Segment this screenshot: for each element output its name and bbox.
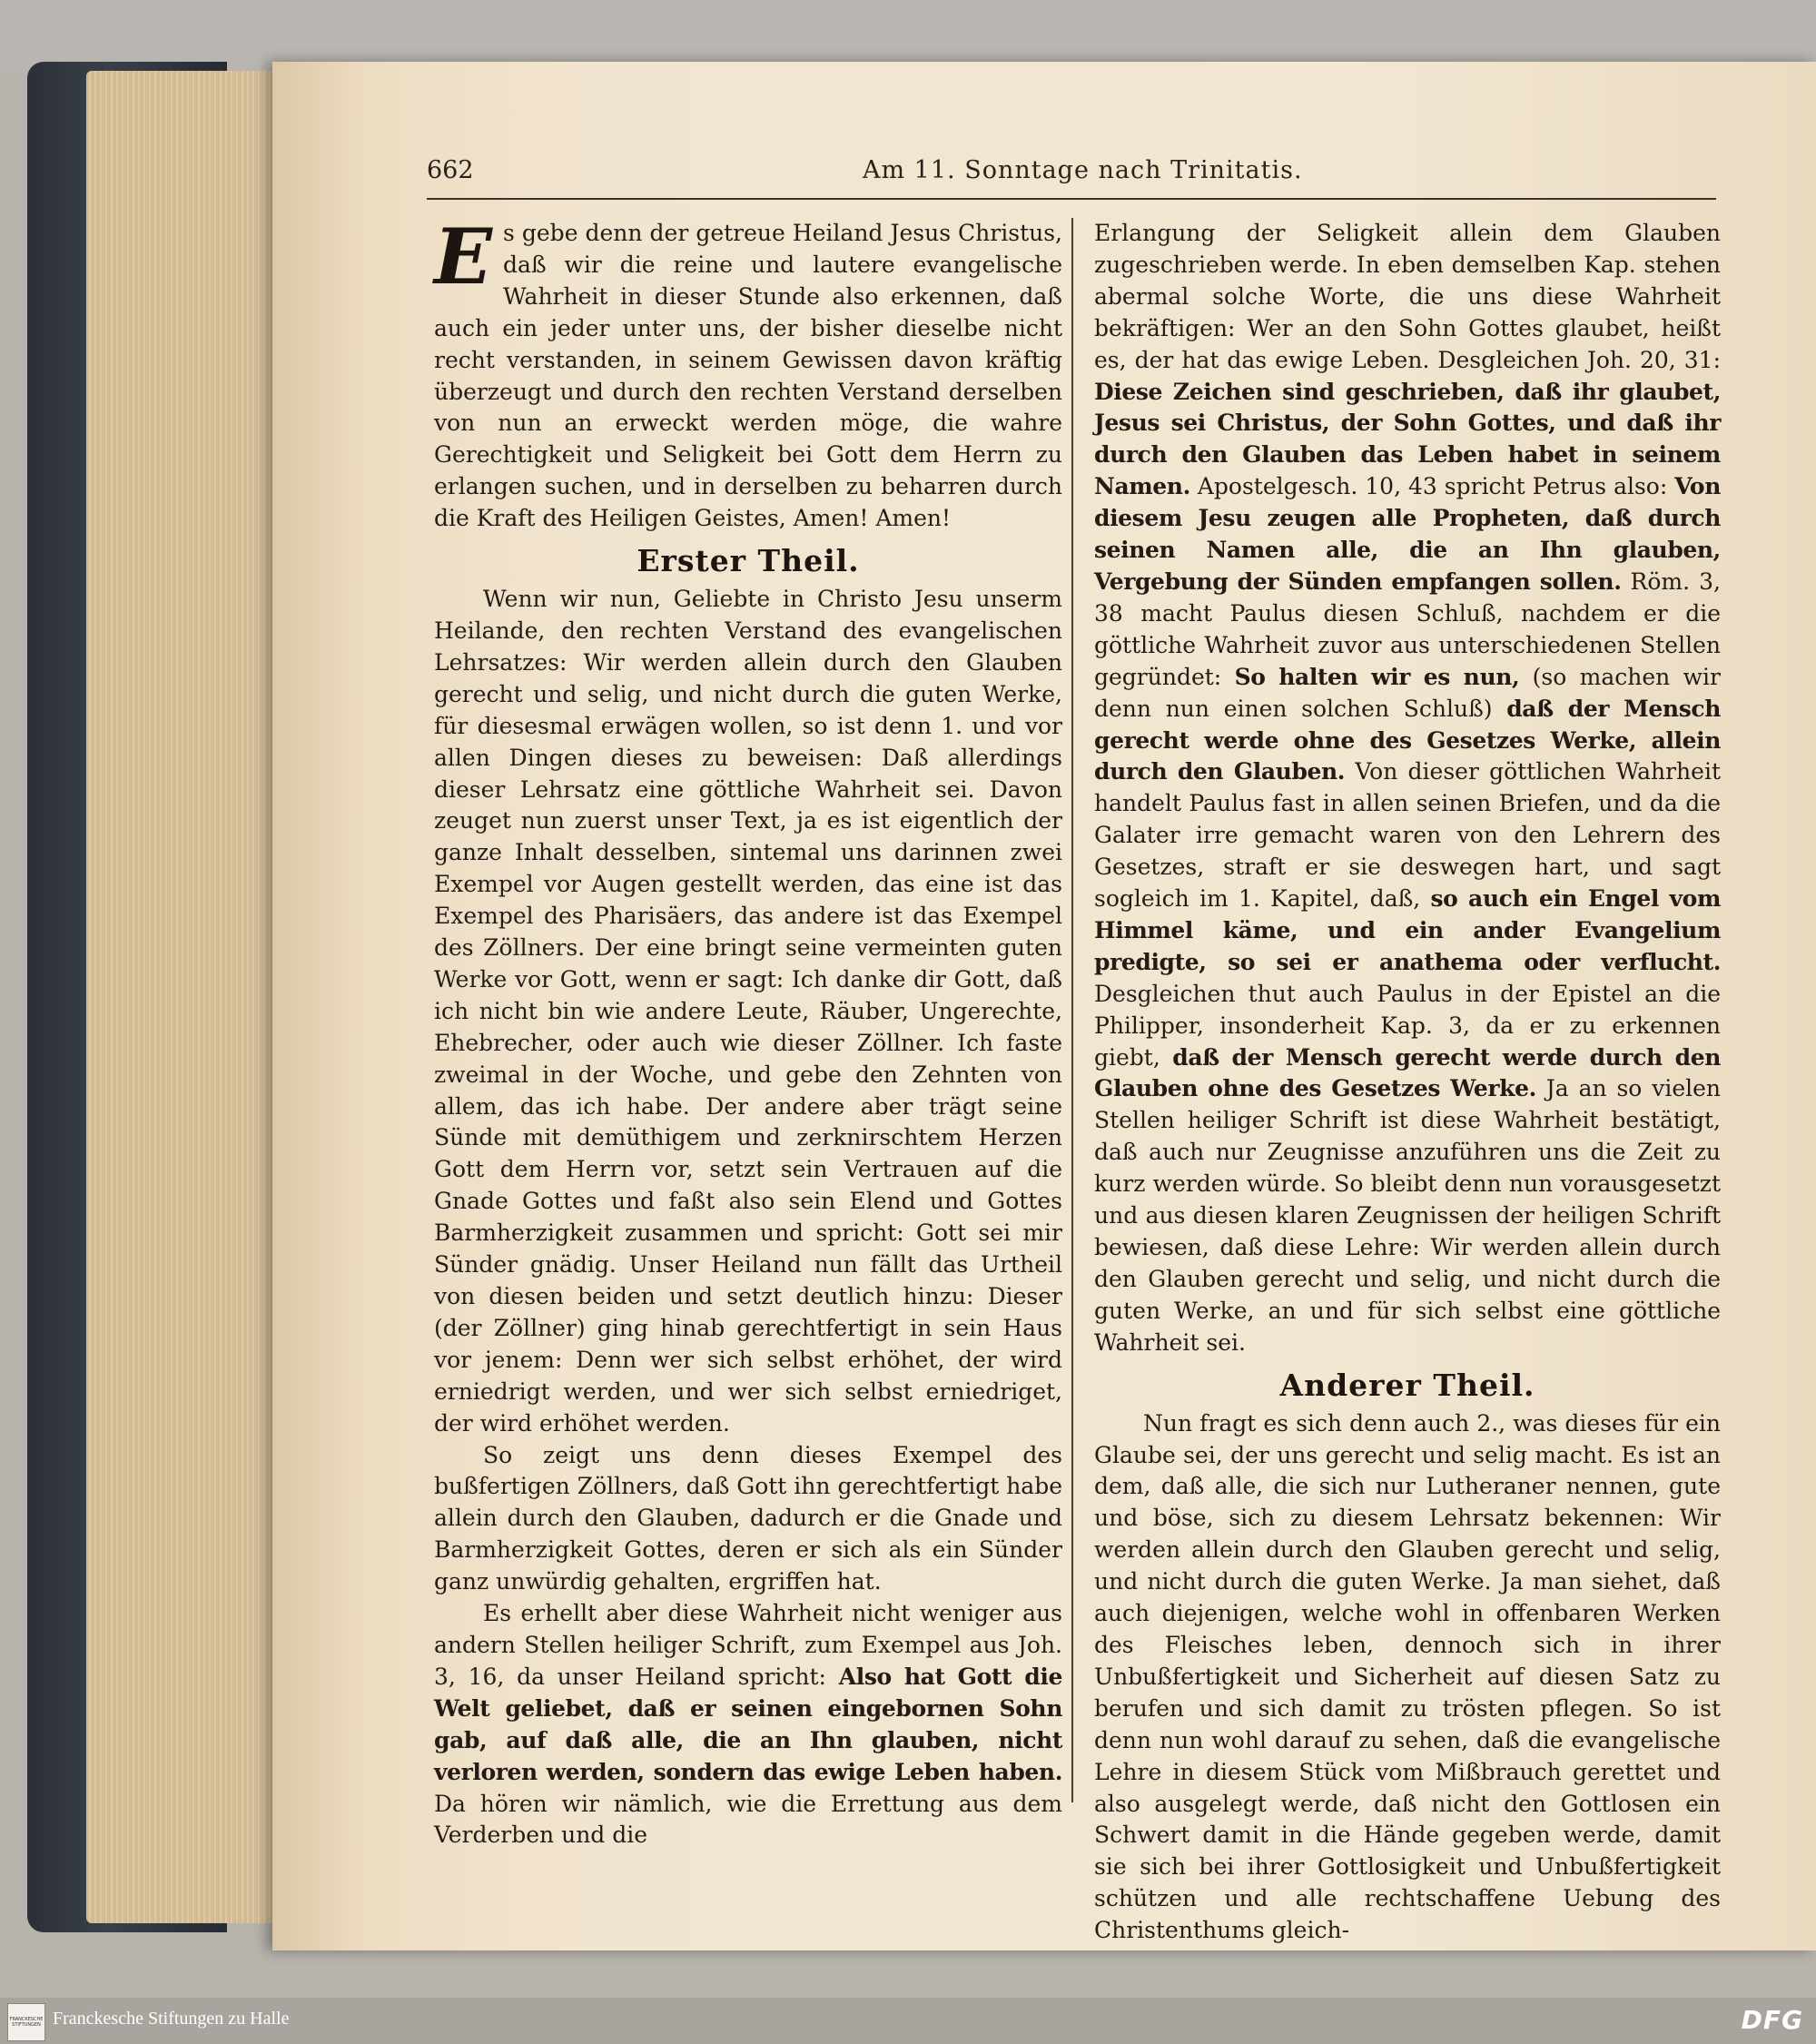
intro-paragraph <box>434 212 1062 535</box>
bible-quote-philipper-3: daß der Mensch gerecht werde durch den Glauben ohne des Gesetzes Werke. <box>1094 1043 1721 1102</box>
footer-bar <box>0 1998 1816 2044</box>
bible-quote-apg-10-43: Von diesem Jesu zeugen alle Propheten, daß durch seinen Namen alle, die an Ihn glauben, Vergebung der Sünden empfangen sollen. <box>1094 473 1721 595</box>
header-rule <box>427 198 1716 200</box>
text-segment: (so machen wir denn nun einen solchen Schluß) <box>1094 663 1721 722</box>
bible-quote-joh-3-16: Also hat Gott die Welt geliebet, daß er seinen eingebornen Sohn gab, auf daß alle, die an Ihn glauben, nicht verloren werden, sondern das ewige Leben haben. <box>434 1663 1062 1785</box>
page-edges <box>86 71 281 1923</box>
column-divider <box>1071 218 1073 1802</box>
institution-name: Franckesche Stiftungen zu Halle <box>53 2009 290 2029</box>
text-segment: Apostelgesch. 10, 43 spricht Petrus also: <box>1189 473 1675 500</box>
section-heading-erster-theil: Erster Theil. <box>637 543 860 579</box>
bible-quote-galater-1: so auch ein Engel vom Himmel käme, und ein ander Evangelium predigte, so sei er anathema oder verflucht. <box>1094 885 1721 975</box>
right-column <box>1094 218 1721 1947</box>
drop-cap: E <box>434 212 493 301</box>
page-number: 662 <box>427 156 474 184</box>
text-segment: Desgleichen thut auch Paulus in der Epistel an die Philipper, insonderheit Kap. 3, da er zu erkennen giebt, <box>1094 980 1721 1071</box>
left-column <box>434 212 1062 1851</box>
paragraph-3-start: Es erhellt aber diese Wahrheit nicht weniger aus andern Stellen heiliger Schrift, zum Exempel aus Joh. 3, 16, da unser Heiland spricht: <box>434 1600 1062 1690</box>
paragraph-1: Wenn wir nun, Geliebte in Christo Jesu unserm Heilande, den rechten Verstand des evangelischen Lehrsatzes: Wir werden allein durch den Glauben gerecht und selig, und nicht durch die guten Werke, für diesesmal erwägen wollen, so ist denn 1. und vor allen Dingen dieses zu beweisen: Daß allerdings dieser Lehrsatz eine göttliche Wahrheit sei. Davon zeuget nun zuerst unser Text, ja es ist eigentlich der ganze Inhalt desselben, sintemal uns darinnen zwei Exempel vor Augen gestellt werden, das eine ist das Exempel des Pharisäers, das andere ist das Exempel des Zöllners. Der eine bringt seine vermeinten guten Werke vor Gott, wenn er sagt: Ich danke dir Gott, daß ich nicht bin wie andere Leute, Räuber, Ungerechte, Ehebrecher, oder auch wie dieser Zöllner. Ich faste zweimal in der Woche, und gebe den Zehnten von allem, das ich habe. Der andere aber trägt seine Sünde mit demüthigem und zerknirschtem Herzen Gott dem Herrn vor, setzt sein Vertrauen auf die Gnade Gottes und faßt also sein Elend und Gottes Barmherzigkeit zusammen und spricht: Gott sei mir Sünder gnädig. Unser Heiland nun fällt das Urtheil von diesen beiden und setzt deutlich hinzu: Dieser (der Zöllner) ging hinab gerechtfertigt in sein Haus vor jenem: Denn wer sich selbst erhöhet, der wird erniedrigt werden, und wer sich selbst erniedriget, der wird erhöhet werden. <box>434 586 1062 1437</box>
text-segment: Erlangung der Seligkeit allein dem Glauben zugeschrieben werde. In eben demselben Kap. stehen abermal solche Worte, die uns diese Wahrheit bekräftigen: Wer an den Sohn Gottes glaubet, heißt es, der hat das ewige Leben. Desgleichen Joh. 20, 31: <box>1094 220 1721 373</box>
paragraph-anderer-theil: Nun fragt es sich denn auch 2., was dieses für ein Glaube sei, der uns gerecht und selig macht. Es ist an dem, daß alle, die sich nur Lutheraner nennen, gute und böse, sich zu diesem Lehrsatz bekennen: Wir werden allein durch den Glauben gerecht und selig, und nicht durch die guten Werke. Ja man siehet, daß auch diejenigen, welche wohl in offenbaren Werken des Fleisches leben, dennoch sich in ihrer Unbußfertigkeit und Sicherheit auf diesen Satz zu berufen und sich damit zu trösten pflegen. So ist denn nun wohl darauf zu sehen, daß die evangelische Lehre in diesem Stück vom Mißbrauch gerettet und also ausgelegt werde, daß nicht den Gottlosen ein Schwert damit in die Hände gegeben werde, damit sie sich bei ihrer Gottlosigkeit und Unbußfertigkeit schützen und alle rechtschaffene Uebung des Christenthums gleich- <box>1094 1409 1721 1944</box>
logo-text: FRANCKESCHE STIFTUNGEN <box>9 2017 44 2028</box>
paragraph-2: So zeigt uns denn dieses Exempel des bußfertigen Zöllners, daß Gott ihn gerechtfertigt habe allein durch den Glauben, dadurch er die Gnade und Barmherzigkeit Gottes, deren er sich als ein Sünder ganz unwürdig gehalten, ergriffen hat. <box>434 1441 1062 1595</box>
text-segment: Röm. 3, 38 macht Paulus diesen Schluß, nachdem er die göttliche Wahrheit zuvor aus unterschiedenen Stellen gegründet: <box>1094 568 1721 690</box>
dfg-logo: DFG <box>1741 2005 1803 2035</box>
institution-logo <box>7 2003 45 2041</box>
running-title: Am 11. Sonntage nach Trinitatis. <box>863 156 1303 184</box>
text-segment: Von dieser göttlichen Wahrheit handelt Paulus fast in allen seinen Briefen, und da die Galater irre gemacht waren von den Lehrern des Gesetzes, straft er sie deswegen hart, und sagt sogleich im 1. Kapitel, daß, <box>1094 758 1721 913</box>
continued-paragraph <box>1094 218 1721 1359</box>
bible-quote-joh-20-31: Diese Zeichen sind geschrieben, daß ihr glaubet, Jesus sei Christus, der Sohn Gottes, und daß ihr durch den Glauben das Leben habet in seinem Namen. <box>1094 378 1721 500</box>
section-heading-anderer-theil: Anderer Theil. <box>1279 1367 1535 1403</box>
paragraph-3-end: Da hören wir nämlich, wie die Errettung aus dem Verderben und die <box>434 1790 1062 1849</box>
text-segment: Ja an so vielen Stellen heiliger Schrift ist diese Wahrheit bestätigt, daß auch nur Zeugnisse anzuführen uns die Zeit zu kurz werden würde. So bleibt denn nun vorausgesetzt und aus diesen klaren Zeugnissen der heiligen Schrift bewiesen, daß diese Lehre: Wir werden allein durch den Glauben gerecht und selig, und nicht durch die guten Werke, an und für sich selbst eine göttliche Wahrheit sei. <box>1094 1075 1722 1356</box>
paragraph-3 <box>434 1598 1062 1851</box>
running-head <box>427 156 1716 196</box>
intro-text: s gebe denn der getreue Heiland Jesus Christus, daß wir die reine und lautere evangelische Wahrheit in dieser Stunde also erkennen, daß auch ein jeder unter uns, der bisher dieselbe nicht recht verstanden, in seinem Gewissen davon kräftig überzeugt und durch den rechten Verstand derselben von nun an erweckt werden möge, die wahre Gerechtigkeit und Seligkeit bei Gott dem Herrn zu erlangen suchen, und in derselben zu beharren durch die Kraft des Heiligen Geistes, Amen! Amen! <box>434 220 1062 532</box>
bible-quote-roem-3-a: So halten wir es nun, <box>1234 663 1520 690</box>
bible-quote-roem-3-b: daß der Mensch gerecht werde ohne des Gesetzes Werke, allein durch den Glauben. <box>1094 695 1721 785</box>
